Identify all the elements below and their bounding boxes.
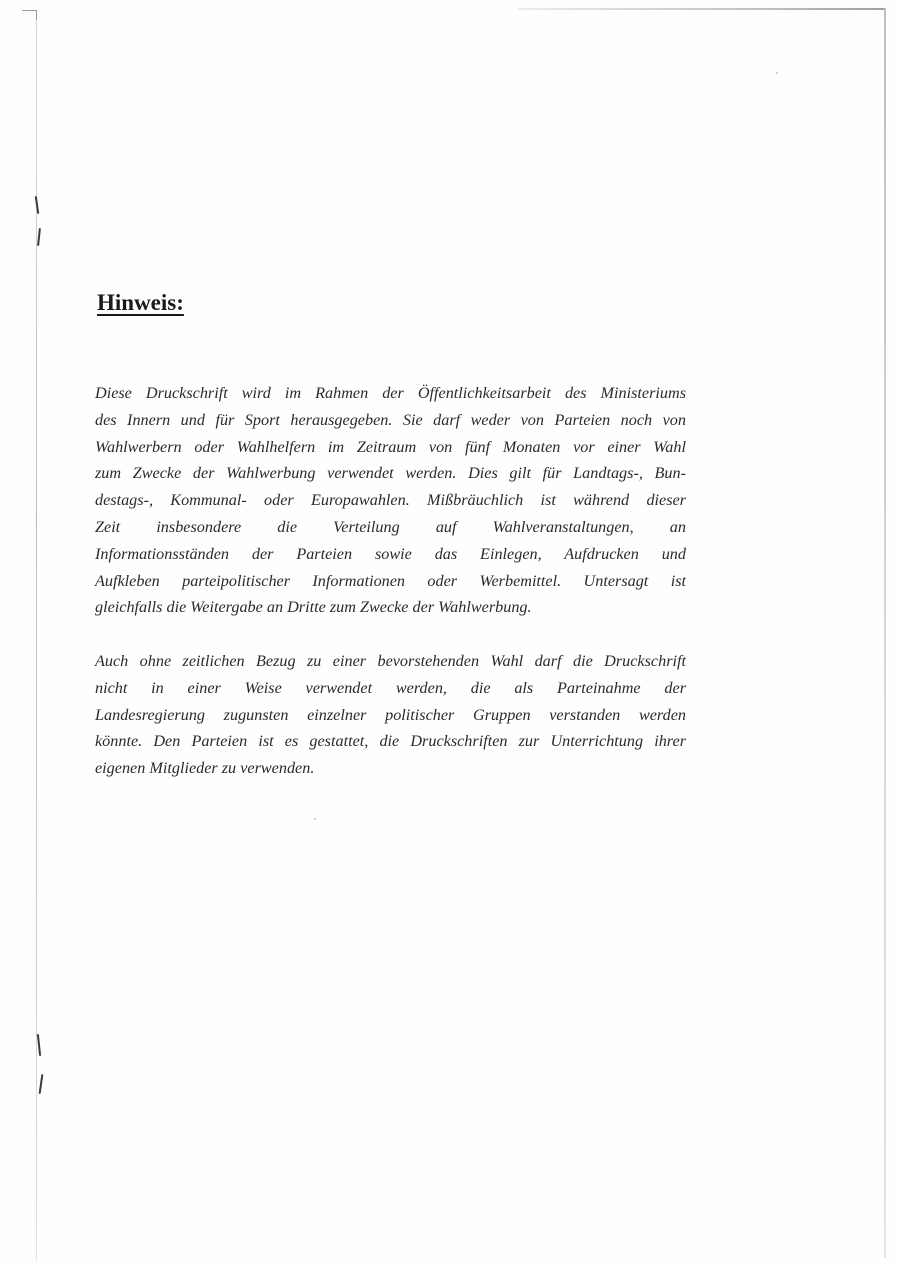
page-heading: Hinweis: (97, 290, 184, 315)
page-edge-right (884, 8, 886, 1258)
scan-speck (776, 72, 778, 74)
text-line: gleichfalls die Weitergabe an Dritte zum Zwecke der Wahlwerbung. (95, 598, 532, 617)
crop-mark-vertical (36, 10, 37, 20)
text-line: Wahlwerbern oder Wahlhelfern im Zeitraum von fünf Monaten vor einer Wahl (95, 437, 686, 456)
text-line: zum Zwecke der Wahlwerbung verwendet werden. Dies gilt für Landtags-, Bun- (95, 464, 686, 483)
text-line: nicht in einer Weise verwendet werden, die als Parteinahme der (95, 678, 686, 697)
notice-paragraph-2 (95, 648, 686, 782)
text-line: Zeit insbesondere die Verteilung auf Wahlveranstaltungen, an (95, 517, 686, 536)
scan-speck (314, 818, 316, 820)
punch-mark (39, 1074, 44, 1094)
text-line: Informationsständen der Parteien sowie das Einlegen, Aufdrucken und (95, 544, 686, 563)
notice-paragraph-1 (95, 380, 686, 621)
text-line: Aufkleben parteipolitischer Informationen oder Werbemittel. Untersagt ist (95, 571, 686, 590)
text-line: Diese Druckschrift wird im Rahmen der Öffentlichkeitsarbeit des Ministeriums (95, 384, 686, 402)
page-edge-top (518, 8, 886, 10)
punch-mark (37, 1034, 41, 1056)
text-line: Landesregierung zugunsten einzelner politischer Gruppen verstanden werden (95, 705, 686, 724)
text-line: destags-, Kommunal- oder Europawahlen. Mißbräuchlich ist während dieser (95, 491, 686, 510)
crop-mark (22, 10, 36, 11)
punch-mark (37, 228, 41, 246)
text-line: Auch ohne zeitlichen Bezug zu einer bevorstehenden Wahl darf die Druckschrift (95, 652, 686, 670)
text-line: eigenen Mitglieder zu verwenden. (95, 759, 315, 778)
text-line: könnte. Den Parteien ist es gestattet, die Druckschriften zur Unterrichtung ihrer (95, 732, 686, 751)
text-line: des Innern und für Sport herausgegeben. Sie darf weder von Parteien noch von (95, 410, 686, 429)
